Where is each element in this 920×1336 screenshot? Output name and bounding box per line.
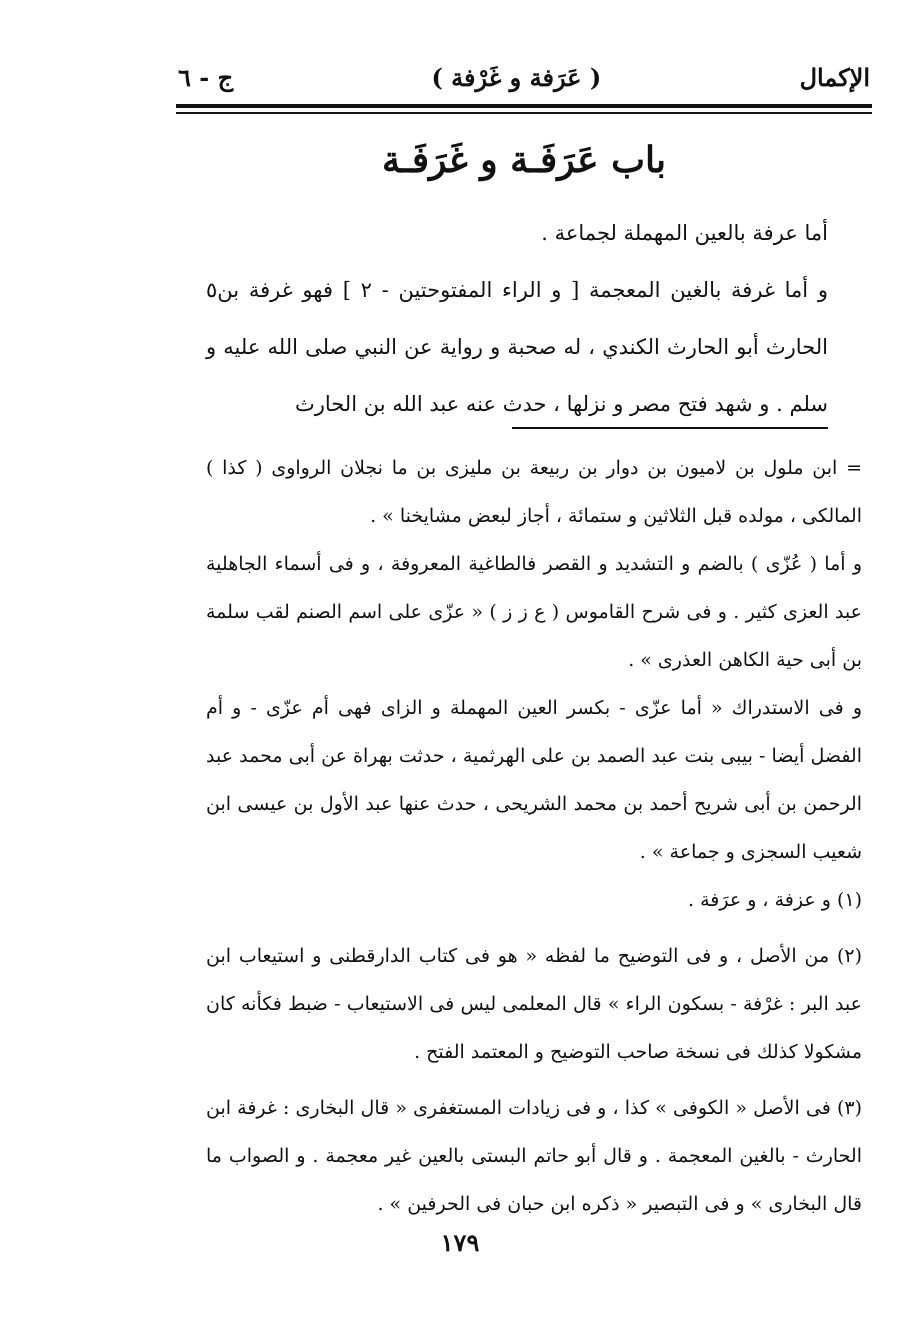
footnotes <box>206 444 862 1228</box>
page-header <box>178 52 870 102</box>
footnote-continuation: = ابن ملول بن لاميون بن دوار بن ربيعة بن مليزى بن ما نجلان الرواوى ( كذا ) المالكى ، مولده قبل الثلاثين و ستمائة ، أجاز لبعض مشايخنا » . <box>206 457 862 527</box>
footnote-2: (٢) من الأصل ، و فى التوضيح ما لفظه « هو فى كتاب الدارقطنى و استيعاب ابن عبد البر : غرْفة - بسكون الراء » قال المعلمى ليس فى الاستيعاب - ضبط فكأنه كان مشكولا كذلك فى نسخة صاحب التوضيح و المعتمد الفتح . <box>206 945 862 1063</box>
footnote-separator <box>512 427 828 429</box>
body-paragraph <box>206 262 828 433</box>
chapter-title: باب عَرَفَـة و غَرَفَـة <box>381 139 666 181</box>
footnote-paragraph: و أما ( عُزّى ) بالضم و التشديد و القصر فالطاغية المعروفة ، و فى أسماء الجاهلية عبد العزى كثير . و فى شرح القاموس ( ع ز ز ) « عزّى على اسم الصنم لقب سلمة بن أبى حية الكاهن العذرى » . <box>206 553 862 671</box>
running-head: ( عَرَفة و غَرْفة ) <box>431 62 602 92</box>
header-rule-thin <box>176 112 872 114</box>
line-number-marker: ٥ <box>206 278 218 302</box>
main-text <box>206 205 828 433</box>
footnote-paragraph: و فى الاستدراك « أما عزّى - بكسر العين المهملة و الزاى فهى أم عزّى - و أم الفضل أيضا - بيبى بنت عبد الصمد بن على الهرثمية ، حدثت بهراة عن أبى محمد عبد الرحمن بن أبى شريح أحمد بن محمد الشريحى ، حدث عنها عبد الأول بن عيسى ابن شعيب السجزى و جماعة » . <box>206 697 862 863</box>
footnote-3: (٣) فى الأصل « الكوفى » كذا ، و فى زيادات المستغفرى « قال البخارى : غرفة ابن الحارث - بالغين المعجمة . و قال أبو حاتم البستى بالعين غير معجمة . و الصواب ما قال البخارى » و فى التبصير « ذكره ابن حبان فى الحرفين » . <box>206 1097 862 1215</box>
header-rule-thick <box>176 104 872 108</box>
volume-label: ج - ٦ <box>178 62 234 92</box>
page-number: ١٧٩ <box>440 1228 480 1257</box>
footnote-1: (١) و عزفة ، و عرَفة . <box>688 889 862 911</box>
body-paragraph: أما عرفة بالعين المهملة لجماعة . <box>541 221 828 245</box>
book-title: الإكمال <box>799 62 870 92</box>
body-paragraph-text: و أما غرفة بالغين المعجمة [ و الراء المفتوحتين - ٢ ] فهو غرفة بن الحارث أبو الحارث الكندي ، له صحبة و رواية عن النبي صلى الله عليه و سلم . و شهد فتح مصر و نزلها ، حدث عنه عبد الله بن الحارث <box>206 278 828 416</box>
